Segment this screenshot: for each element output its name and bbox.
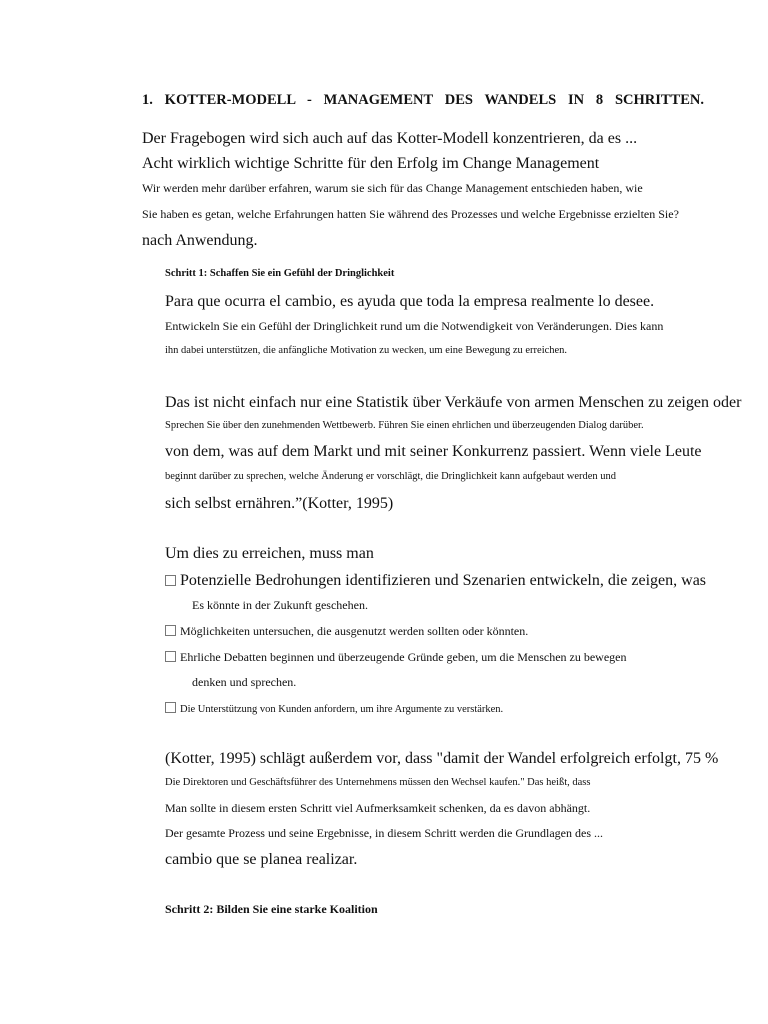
step1-para3-line-3: Man sollte in diesem ersten Schritt viel Aufmerksamkeit schenken, da es davon abhängt. [165,801,591,815]
step1-para2-line-1: Das ist nicht einfach nur eine Statistik über Verkäufe von armen Menschen zu zeigen oder [165,394,742,411]
section-heading: 1. KOTTER-MODELL - MANAGEMENT DES WANDELS IN 8 SCHRITTEN. [142,92,704,108]
list-item-text: Die Unterstützung von Kunden anfordern, um ihre Argumente zu verstärken. [180,704,504,715]
missing-glyph-icon [165,625,176,636]
step1-para2-line-4: beginnt darüber zu sprechen, welche Änderung er vorschlägt, die Dringlichkeit kann aufgebaut werden und [165,471,617,482]
step1-para2-line-2: Sprechen Sie über den zunehmenden Wettbewerb. Führen Sie einen ehrlichen und überzeugenden Dialog darüber. [165,420,644,431]
step1-para2-line-3: von dem, was auf dem Markt und mit seiner Konkurrenz passiert. Wenn viele Leute [165,443,702,460]
list-item-text: Ehrliche Debatten beginnen und überzeugende Gründe geben, um die Menschen zu bewegen [180,650,627,664]
step1-para3-line-1: (Kotter, 1995) schlägt außerdem vor, dass "damit der Wandel erfolgreich erfolgt, 75 % [165,750,719,767]
missing-glyph-icon [165,651,176,662]
list-item [165,650,627,665]
step1-para3-line-2: Die Direktoren und Geschäftsführer des Unternehmens müssen den Wechsel kaufen." Das heißt, dass [165,777,591,788]
step1-para1-line-1: Para que ocurra el cambio, es ayuda que toda la empresa realmente lo desee. [165,293,655,310]
list-item-continuation: Es könnte in der Zukunft geschehen. [192,598,368,612]
step1-to-achieve: Um dies zu erreichen, muss man [165,545,374,562]
list-item-text: Potenzielle Bedrohungen identifizieren und Szenarien entwickeln, die zeigen, was [180,572,707,589]
intro-line-2: Acht wirklich wichtige Schritte für den Erfolg im Change Management [142,155,600,172]
step1-title: Schritt 1: Schaffen Sie ein Gefühl der Dringlichkeit [165,268,395,279]
step1-para3-line-5: cambio que se planea realizar. [165,851,358,868]
list-item [165,624,528,639]
list-item-continuation: denken und sprechen. [192,675,297,689]
step1-para1-line-3: ihn dabei unterstützen, die anfängliche Motivation zu wecken, um eine Bewegung zu erreichen. [165,345,568,356]
step1-para2-line-5: sich selbst ernähren.”(Kotter, 1995) [165,495,394,512]
step1-para3-line-4: Der gesamte Prozess und seine Ergebnisse, in diesem Schritt werden die Grundlagen des ... [165,826,603,840]
missing-glyph-icon [165,702,176,713]
intro-line-4: Sie haben es getan, welche Erfahrungen hatten Sie während des Prozesses und welche Ergebnisse erzielten Sie? [142,207,679,221]
list-item [165,572,706,590]
intro-line-5: nach Anwendung. [142,232,258,249]
missing-glyph-icon [165,575,176,586]
list-item [165,702,503,715]
intro-line-1: Der Fragebogen wird sich auch auf das Kotter-Modell konzentrieren, da es ... [142,130,638,147]
intro-line-3: Wir werden mehr darüber erfahren, warum sie sich für das Change Management entschieden haben, wie [142,181,643,195]
list-item-text: Möglichkeiten untersuchen, die ausgenutzt werden sollten oder könnten. [180,624,529,638]
step1-para1-line-2: Entwickeln Sie ein Gefühl der Dringlichkeit rund um die Notwendigkeit von Veränderungen. Dies kann [165,319,664,333]
step2-title: Schritt 2: Bilden Sie eine starke Koalition [165,902,378,916]
